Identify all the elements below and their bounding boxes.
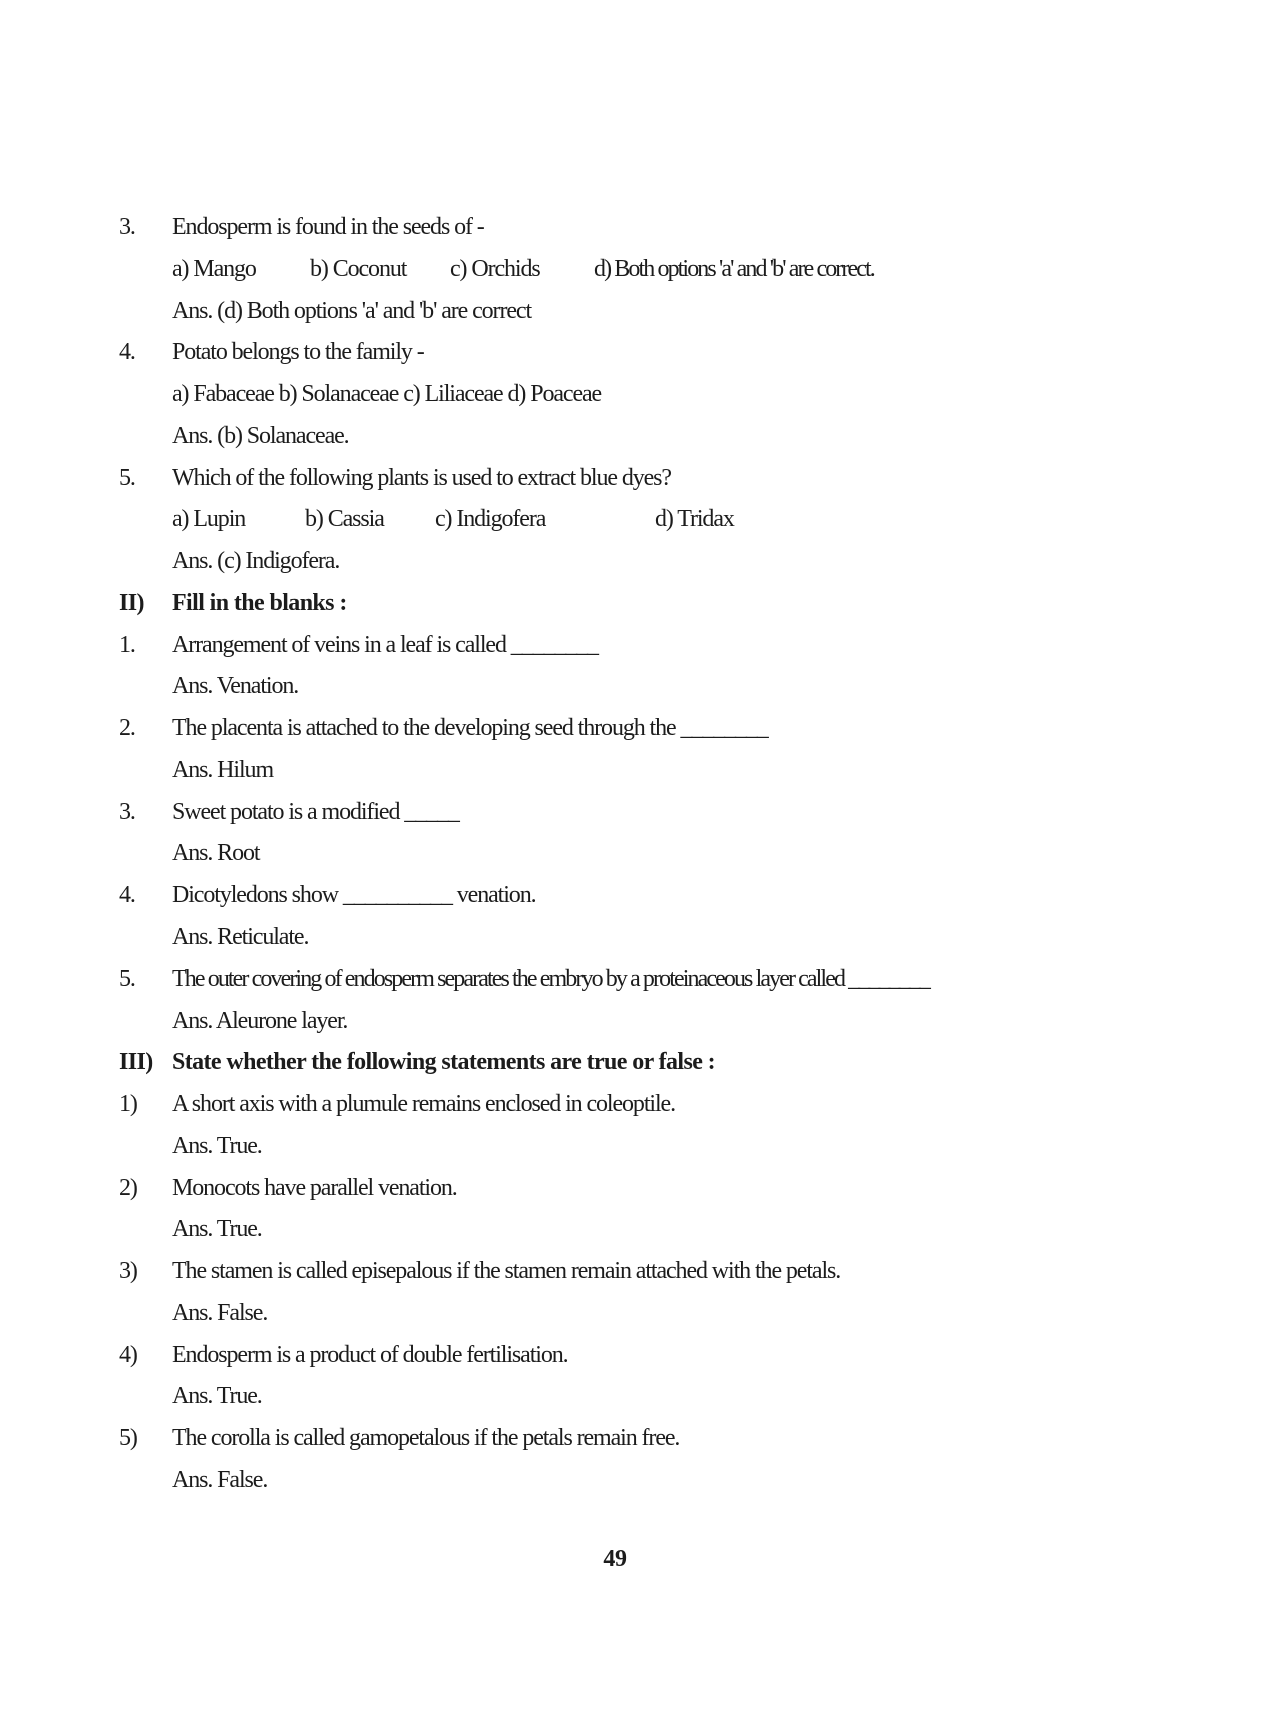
- line-text: Ans. False.: [172, 1299, 268, 1326]
- statement-line: [0, 1089, 1275, 1131]
- answer-line: [0, 1006, 1275, 1048]
- option-a: a) Mango: [172, 255, 256, 282]
- line-marker: 5): [119, 1425, 137, 1452]
- option-a: a) Lupin: [172, 506, 246, 533]
- page-number: 49: [603, 1546, 627, 1572]
- option-b: b) Cassia: [305, 506, 384, 533]
- line-text: Ans. Reticulate.: [172, 924, 309, 951]
- question-line: [0, 463, 1275, 505]
- option-c: c) Orchids: [450, 255, 540, 282]
- options-line: [0, 504, 1275, 546]
- line-text: A short axis with a plumule remains enclosed in coleoptile.: [172, 1091, 675, 1118]
- section-header-fill-in-the-blanks: [0, 588, 1275, 630]
- answer-line: [0, 1381, 1275, 1423]
- line-marker: 3): [119, 1258, 137, 1285]
- line-text: Ans. Root: [172, 840, 260, 867]
- answer-line: [0, 296, 1275, 338]
- line-text: Potato belongs to the family -: [172, 339, 424, 366]
- question-line: [0, 630, 1275, 672]
- section-marker: II): [119, 589, 144, 616]
- section-header-true-or-false: [0, 1047, 1275, 1089]
- line-text: Endosperm is found in the seeds of -: [172, 214, 484, 240]
- line-marker: 3.: [119, 798, 135, 825]
- answer-line: [0, 1465, 1275, 1507]
- line-marker: 3.: [119, 214, 135, 240]
- line-text: Ans. Aleurone layer.: [172, 1007, 348, 1034]
- section-marker: III): [119, 1049, 153, 1076]
- line-marker: 2): [119, 1174, 137, 1201]
- line-marker: 5.: [119, 965, 135, 992]
- options-line: [0, 379, 1275, 421]
- line-marker: 2.: [119, 715, 135, 742]
- option-c: c) Indigofera: [435, 506, 546, 533]
- section-title: State whether the following statements are true or false :: [172, 1049, 716, 1076]
- line-marker: 1): [119, 1091, 137, 1118]
- question-line: [0, 797, 1275, 839]
- line-marker: 1.: [119, 631, 135, 658]
- line-text: The outer covering of endosperm separates the embryo by a proteinaceous layer called ________: [172, 965, 929, 992]
- line-text: The stamen is called episepalous if the stamen remain attached with the petals.: [172, 1258, 841, 1285]
- line-marker: 5.: [119, 464, 135, 491]
- answer-line: [0, 546, 1275, 588]
- line-text: Ans. Venation.: [172, 673, 299, 700]
- line-text: Ans. False.: [172, 1466, 268, 1493]
- line-text: Arrangement of veins in a leaf is called ________: [172, 631, 598, 658]
- line-text: Ans. True.: [172, 1383, 262, 1410]
- line-text: Dicotyledons show __________ venation.: [172, 882, 536, 909]
- answer-line: [0, 671, 1275, 713]
- line-text: Ans. (b) Solanaceae.: [172, 422, 349, 449]
- line-marker: 4.: [119, 339, 135, 366]
- line-text: Endosperm is a product of double fertilisation.: [172, 1341, 568, 1368]
- line-text: a) Fabaceae b) Solanaceae c) Liliaceae d) Poaceae: [172, 381, 602, 408]
- line-text: Ans. (d) Both options 'a' and 'b' are correct: [172, 297, 532, 324]
- line-text: Ans. True.: [172, 1216, 262, 1243]
- options-line: [0, 254, 1275, 296]
- question-line: [0, 880, 1275, 922]
- answer-line: [0, 1214, 1275, 1256]
- line-text: Ans. True.: [172, 1132, 262, 1159]
- question-answer-block: [0, 212, 1275, 1507]
- line-text: Ans. Hilum: [172, 756, 274, 783]
- line-marker: 4): [119, 1341, 137, 1368]
- statement-line: [0, 1173, 1275, 1215]
- answer-line: [0, 1298, 1275, 1340]
- line-marker: 4.: [119, 882, 135, 909]
- answer-line: [0, 922, 1275, 964]
- line-text: Which of the following plants is used to extract blue dyes?: [172, 464, 671, 491]
- line-text: Monocots have parallel venation.: [172, 1174, 457, 1201]
- section-title: Fill in the blanks :: [172, 589, 347, 616]
- line-text: The corolla is called gamopetalous if the petals remain free.: [172, 1425, 680, 1452]
- line-text: Ans. (c) Indigofera.: [172, 548, 340, 575]
- option-d: d) Tridax: [655, 506, 734, 533]
- statement-line: [0, 1256, 1275, 1298]
- answer-line: [0, 1131, 1275, 1173]
- line-text: Sweet potato is a modified _____: [172, 798, 459, 825]
- question-line: [0, 337, 1275, 379]
- option-b: b) Coconut: [310, 255, 407, 282]
- answer-line: [0, 421, 1275, 463]
- statement-line: [0, 1340, 1275, 1382]
- answer-line: [0, 838, 1275, 880]
- answer-line: [0, 755, 1275, 797]
- option-d: d) Both options 'a' and 'b' are correct.: [594, 255, 874, 282]
- line-text: The placenta is attached to the developing seed through the ________: [172, 715, 768, 742]
- question-line: [0, 212, 1275, 254]
- statement-line: [0, 1423, 1275, 1465]
- question-line: [0, 964, 1275, 1006]
- question-line: [0, 713, 1275, 755]
